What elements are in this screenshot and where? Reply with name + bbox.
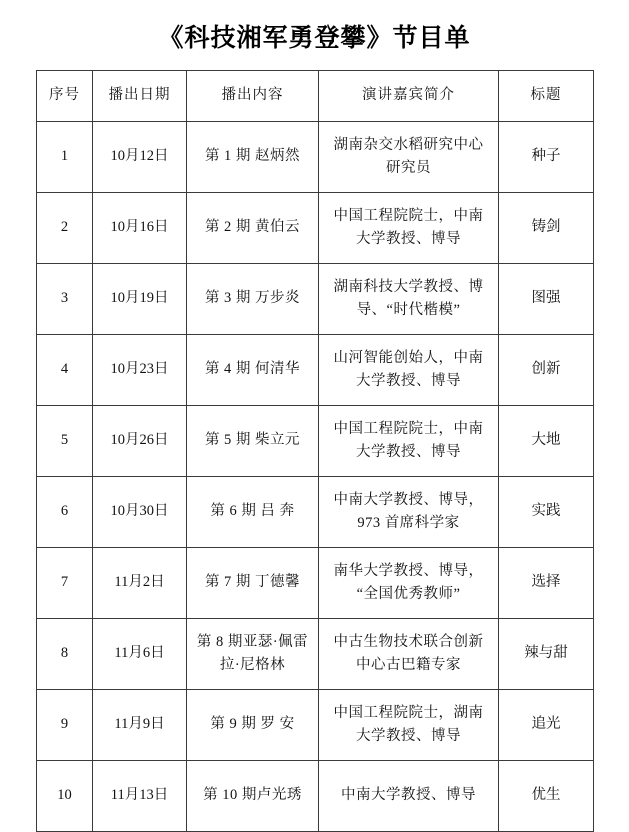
cell-content-line: 第 7 期 丁德馨 [204, 574, 301, 591]
cell-guest-line: 大学教授、博导 [356, 373, 461, 389]
cell-content-line: 拉·尼格林 [219, 657, 286, 673]
cell-content-line: 第 3 期 万步炎 [204, 290, 301, 307]
cell-index: 2 [37, 193, 93, 264]
cell-guest-line: 中南大学教授、博导 [341, 787, 476, 804]
cell-topic: 选择 [499, 548, 594, 619]
cell-guest-line: 导、“时代楷模” [356, 302, 461, 318]
table-row [37, 619, 594, 690]
cell-index: 10 [37, 761, 93, 832]
table-header-row [37, 71, 594, 122]
table-row [37, 477, 594, 548]
cell-guest [319, 335, 499, 406]
column-header-guest: 演讲嘉宾简介 [319, 71, 499, 122]
cell-index: 9 [37, 690, 93, 761]
cell-guest-line: 中心古巴籍专家 [356, 657, 461, 673]
cell-topic: 铸剑 [499, 193, 594, 264]
cell-index: 3 [37, 264, 93, 335]
cell-content [187, 264, 319, 335]
cell-content-line: 第 1 期 赵炳然 [204, 148, 301, 165]
cell-date: 11月9日 [93, 690, 187, 761]
cell-guest [319, 548, 499, 619]
cell-date: 10月16日 [93, 193, 187, 264]
cell-guest-line: 中国工程院院士，中南 [333, 207, 484, 224]
cell-content-line: 第 5 期 柴立元 [204, 432, 301, 449]
cell-topic: 种子 [499, 122, 594, 193]
cell-index: 4 [37, 335, 93, 406]
cell-content [187, 761, 319, 832]
cell-content [187, 193, 319, 264]
cell-date: 10月23日 [93, 335, 187, 406]
cell-guest-line: 中古生物技术联合创新 [333, 633, 484, 650]
table-row [37, 548, 594, 619]
cell-date: 11月13日 [93, 761, 187, 832]
cell-index: 5 [37, 406, 93, 477]
cell-guest-line: 大学教授、博导 [356, 231, 461, 247]
cell-topic: 创新 [499, 335, 594, 406]
cell-guest-line: 大学教授、博导 [356, 728, 461, 744]
column-header-topic: 标题 [499, 71, 594, 122]
cell-content [187, 406, 319, 477]
table-body [37, 122, 594, 832]
cell-guest-line: 研究员 [386, 160, 431, 176]
table-row [37, 122, 594, 193]
cell-guest-line: 南华大学教授、博导， [333, 562, 484, 579]
schedule-table [36, 70, 594, 832]
cell-content-line: 第 8 期亚瑟·佩雷 [196, 633, 309, 650]
cell-guest-line: 大学教授、博导 [356, 444, 461, 460]
cell-topic: 辣与甜 [499, 619, 594, 690]
cell-guest [319, 690, 499, 761]
cell-topic: 图强 [499, 264, 594, 335]
cell-index: 1 [37, 122, 93, 193]
cell-guest [319, 619, 499, 690]
cell-date: 10月12日 [93, 122, 187, 193]
table-row [37, 335, 594, 406]
cell-guest [319, 406, 499, 477]
column-header-date: 播出日期 [93, 71, 187, 122]
cell-date: 11月2日 [93, 548, 187, 619]
cell-guest-line: 湖南科技大学教授、博 [333, 278, 484, 295]
cell-content [187, 335, 319, 406]
cell-content-line: 第 10 期卢光琇 [203, 787, 302, 804]
cell-guest-line: 中国工程院院士，湖南 [333, 704, 484, 721]
column-header-content: 播出内容 [187, 71, 319, 122]
cell-content [187, 477, 319, 548]
cell-content-line: 第 4 期 何清华 [204, 361, 301, 378]
cell-content-line: 第 2 期 黄伯云 [204, 219, 301, 236]
cell-topic: 大地 [499, 406, 594, 477]
cell-content [187, 619, 319, 690]
table-row [37, 690, 594, 761]
page-title: 《科技湘军勇登攀》节目单 [158, 25, 471, 52]
cell-guest-line: 湖南杂交水稻研究中心 [333, 136, 484, 153]
cell-guest [319, 122, 499, 193]
cell-content [187, 122, 319, 193]
cell-content [187, 690, 319, 761]
cell-guest-line: 山河智能创始人，中南 [333, 349, 484, 366]
table-row [37, 406, 594, 477]
table-header [37, 71, 594, 122]
cell-content-line: 第 6 期 吕 奔 [210, 503, 295, 520]
cell-index: 8 [37, 619, 93, 690]
cell-date: 11月6日 [93, 619, 187, 690]
cell-guest [319, 193, 499, 264]
cell-topic: 追光 [499, 690, 594, 761]
table-row [37, 193, 594, 264]
cell-guest-line: “全国优秀教师” [356, 586, 461, 602]
cell-index: 6 [37, 477, 93, 548]
cell-content-line: 第 9 期 罗 安 [210, 716, 295, 733]
table-row [37, 264, 594, 335]
cell-date: 10月19日 [93, 264, 187, 335]
cell-guest [319, 761, 499, 832]
table-row [37, 761, 594, 832]
column-header-index: 序号 [37, 71, 93, 122]
cell-index: 7 [37, 548, 93, 619]
cell-guest-line: 中国工程院院士，中南 [333, 420, 484, 437]
cell-topic: 实践 [499, 477, 594, 548]
cell-guest-line: 973 首席科学家 [357, 515, 460, 531]
cell-guest [319, 264, 499, 335]
cell-guest-line: 中南大学教授、博导， [333, 491, 484, 508]
cell-date: 10月30日 [93, 477, 187, 548]
cell-topic: 优生 [499, 761, 594, 832]
cell-guest [319, 477, 499, 548]
cell-date: 10月26日 [93, 406, 187, 477]
cell-content [187, 548, 319, 619]
schedule-table-container [0, 70, 629, 832]
